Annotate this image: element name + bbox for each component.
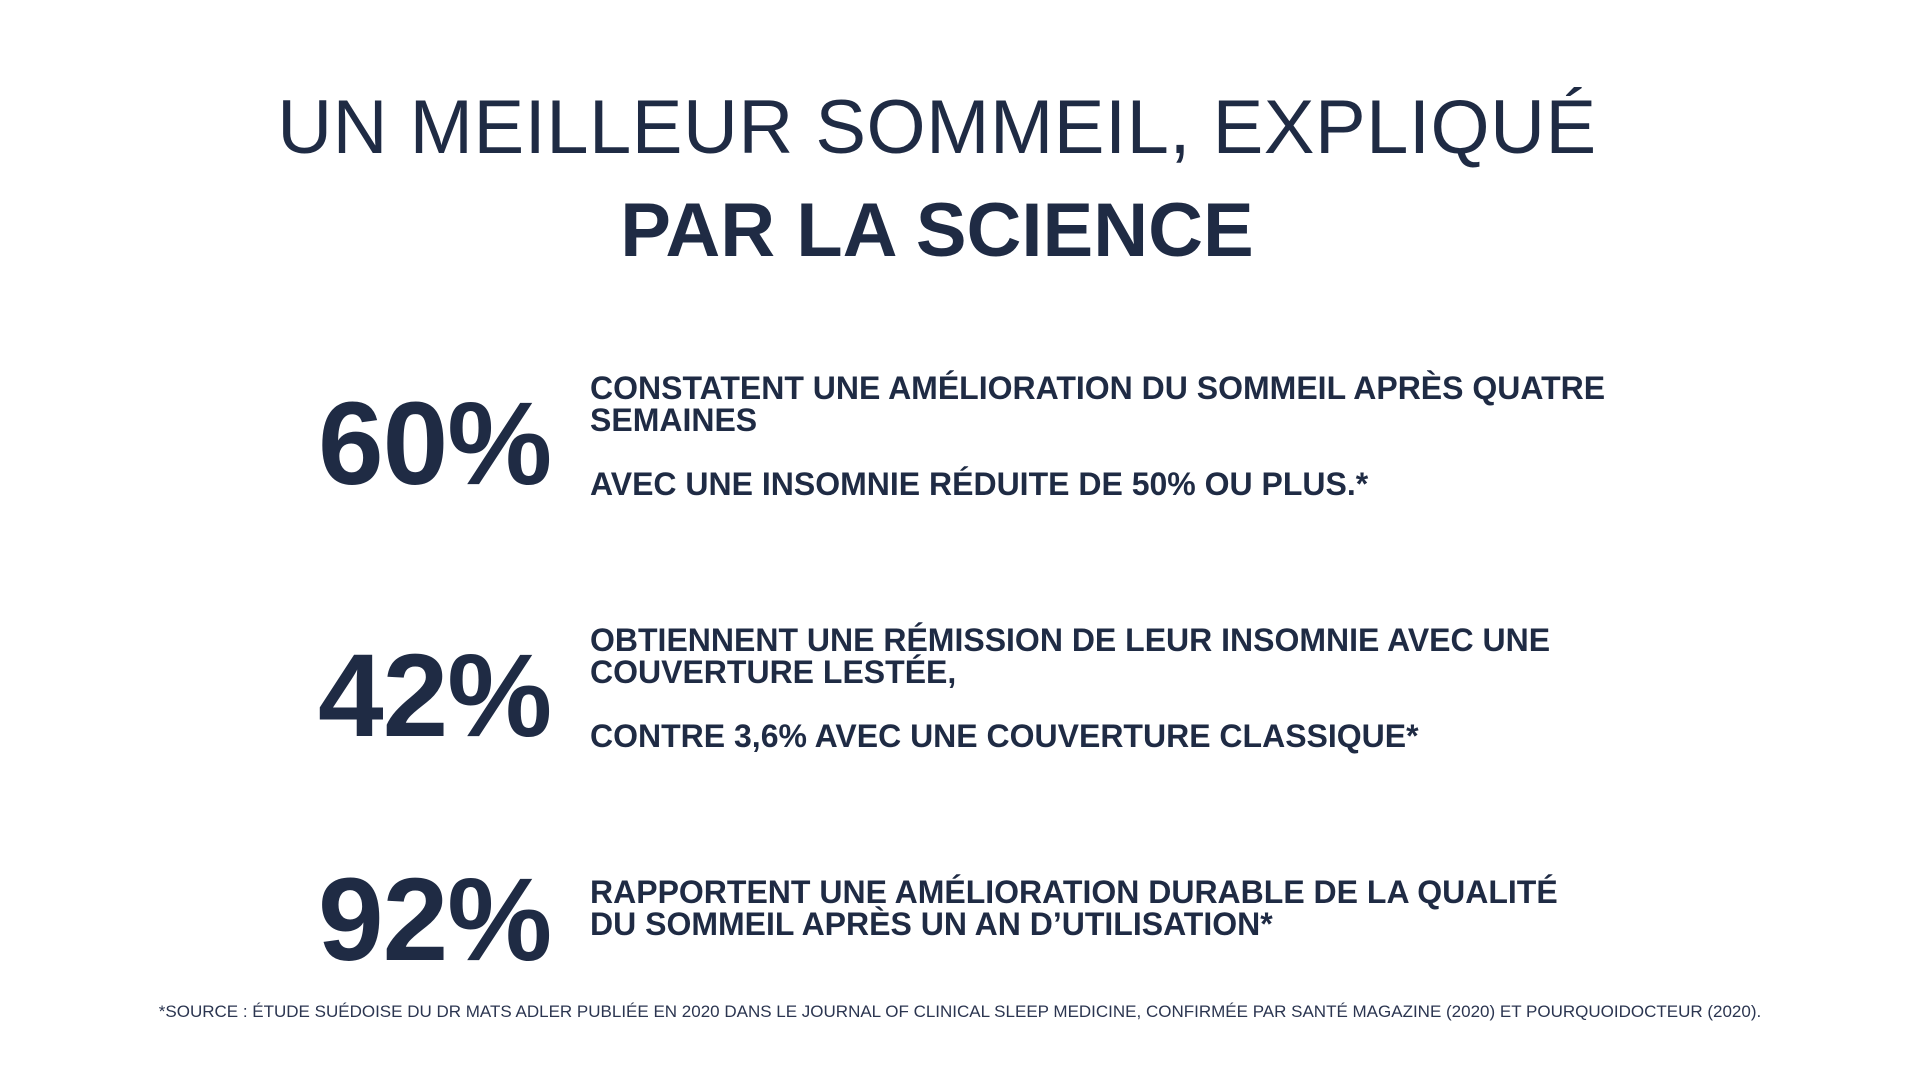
stat-block-2 [318, 620, 1618, 780]
stat-value: 60% [318, 378, 552, 510]
stat-value: 92% [318, 854, 552, 986]
stat-description [590, 372, 1610, 500]
stat-description [590, 876, 1610, 940]
source-footnote: *SOURCE : ÉTUDE SUÉDOISE DU DR MATS ADLER PUBLIÉE EN 2020 DANS LE JOURNAL OF CLINICAL SLEEP MEDICINE, CONFIRMÉE PAR SANTÉ MAGAZINE (2020) ET POURQUOIDOCTEUR (2020). [158, 1002, 1762, 1021]
stat-description-primary: CONSTATENT UNE AMÉLIORATION DU SOMMEIL APRÈS QUATRE SEMAINES [590, 370, 1606, 438]
stat-description-primary: RAPPORTENT UNE AMÉLIORATION DURABLE DE LA QUALITÉ DU SOMMEIL APRÈS UN AN D’UTILISATION* [590, 874, 1558, 942]
stat-value: 42% [318, 630, 552, 762]
stat-block-1 [318, 368, 1618, 528]
stat-description [590, 624, 1610, 752]
stat-description-secondary: AVEC UNE INSOMNIE RÉDUITE DE 50% OU PLUS.* [590, 466, 1369, 502]
stat-block-3 [318, 850, 1618, 1010]
stat-description-primary: OBTIENNENT UNE RÉMISSION DE LEUR INSOMNIE AVEC UNE COUVERTURE LESTÉE, [590, 622, 1551, 690]
page-title-line2: PAR LA SCIENCE [620, 188, 1254, 273]
stat-description-secondary: CONTRE 3,6% AVEC UNE COUVERTURE CLASSIQUE* [590, 718, 1419, 754]
page-title-line1: UN MEILLEUR SOMMEIL, EXPLIQUÉ [277, 85, 1597, 170]
